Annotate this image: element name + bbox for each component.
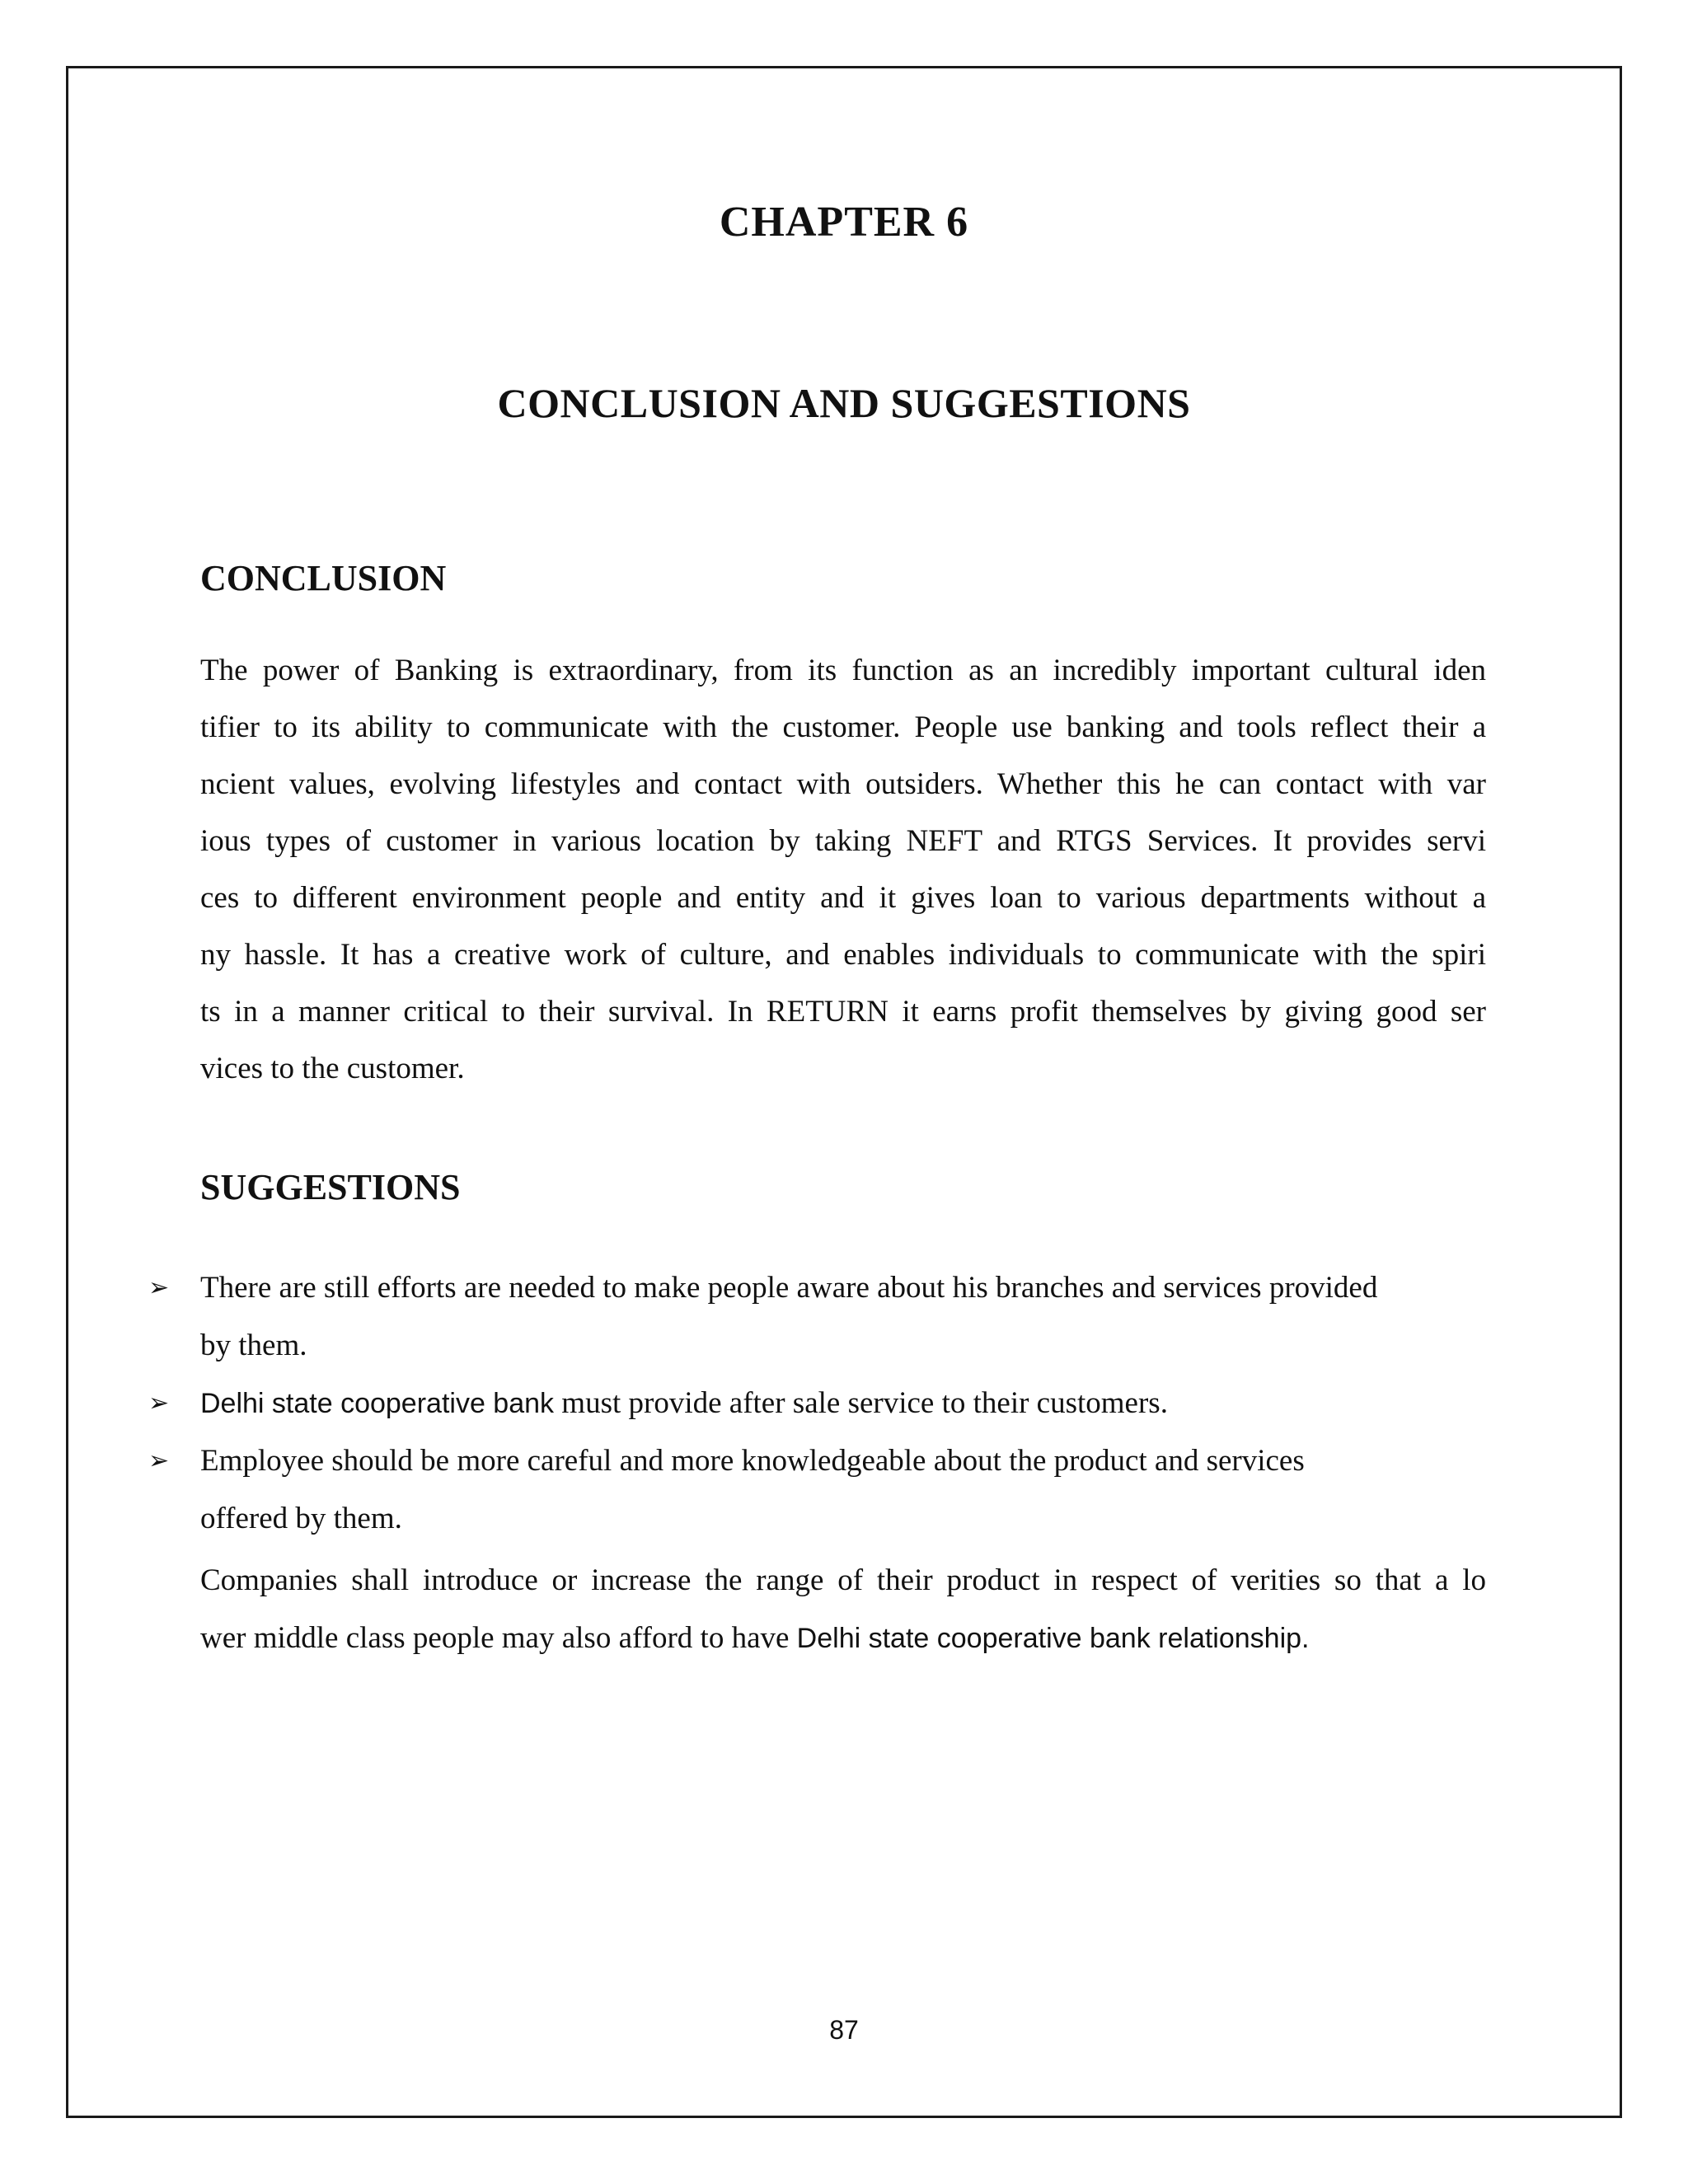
arrow-bullet-icon: ➢ (148, 1273, 170, 1302)
paragraph-line: ious types of customer in various location by taking NEFT and RTGS Services. It provides servi (200, 824, 1486, 858)
paragraph-line: ncient values, evolving lifestyles and contact with outsiders. Whether this he can contact with var (200, 767, 1486, 801)
paragraph-line (200, 1610, 1486, 1667)
list-item-text: There are still efforts are needed to make people aware about his branches and services provided (200, 1271, 1378, 1305)
paragraph-line: Companies shall introduce or increase the range of their product in respect of verities so that a lo (200, 1563, 1486, 1597)
conclusion-heading: CONCLUSION (200, 558, 447, 598)
paragraph-line: ces to different environment people and entity and it gives loan to various departments without a (200, 881, 1486, 915)
arrow-bullet-icon: ➢ (148, 1446, 170, 1475)
conclusion-paragraph (200, 651, 1486, 1106)
closing-paragraph (200, 1552, 1486, 1667)
list-item-text: Employee should be more careful and more knowledgeable about the product and services (200, 1444, 1305, 1478)
paragraph-line: tifier to its ability to communicate with the customer. People use banking and tools reflect their a (200, 710, 1486, 744)
arrow-bullet-icon: ➢ (148, 1389, 170, 1418)
paragraph-line: vices to the customer. (200, 1052, 465, 1085)
list-item (148, 1432, 1484, 1548)
paragraph-text: wer middle class people may also afford to have (200, 1621, 797, 1655)
list-item-text: must provide after sale service to their customers. (554, 1386, 1168, 1420)
chapter-subtitle: CONCLUSION AND SUGGESTIONS (497, 380, 1191, 426)
paragraph-line: ny hassle. It has a creative work of culture, and enables individuals to communicate with the spiri (200, 938, 1486, 972)
list-item-text: offered by them. (200, 1502, 402, 1535)
list-item (148, 1375, 1484, 1432)
bank-name: Delhi state cooperative bank relationship. (796, 1623, 1310, 1654)
list-item-text: by them. (200, 1329, 307, 1362)
suggestions-heading: SUGGESTIONS (200, 1167, 461, 1207)
list-item (148, 1259, 1484, 1375)
chapter-title: CHAPTER 6 (719, 199, 969, 246)
bank-name: Delhi state cooperative bank (200, 1388, 555, 1419)
suggestions-list (148, 1259, 1484, 1548)
paragraph-line: The power of Banking is extraordinary, from its function as an incredibly important cultural iden (200, 654, 1486, 687)
page-number: 87 (829, 2015, 859, 2045)
paragraph-line: ts in a manner critical to their survival. In RETURN it earns profit themselves by giving good ser (200, 995, 1486, 1029)
